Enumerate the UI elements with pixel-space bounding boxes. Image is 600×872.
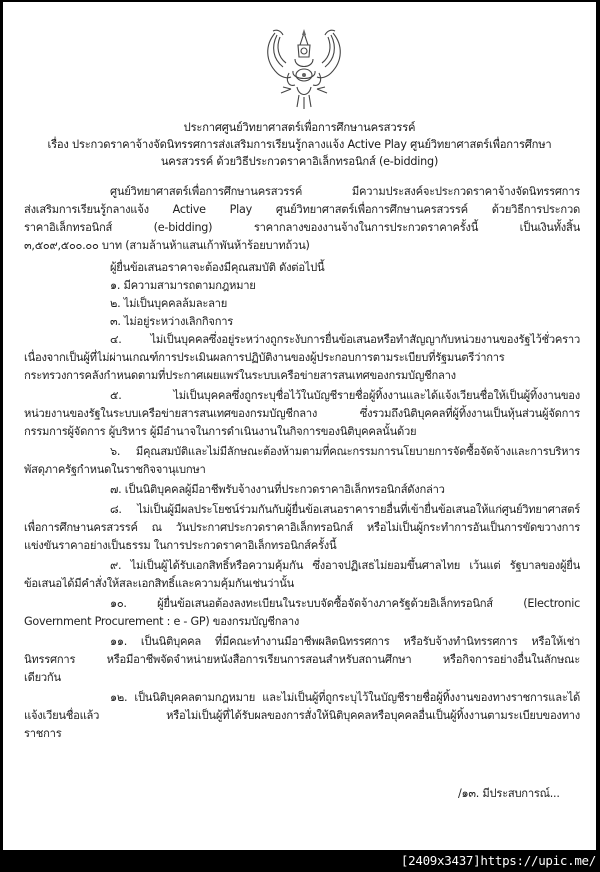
intro-line-3: ราคาอิเล็กทรอนิกส์ (e-bidding) ราคากลางของงานจ้างในการประกวดราคาครั้งนี้ เป็นเงินทั้งสิ้น xyxy=(24,221,580,234)
qualification-item-8: ๘. ไม่เป็นผู้มีผลประโยชน์ร่วมกันกับผู้ยื่นข้อเสนอราคารายอื่นที่เข้ายื่นข้อเสนอให้แก่ศูนย์วิทยาศาสตร์ xyxy=(110,503,580,516)
qualification-item-2: ๒. ไม่เป็นบุคคลล้มละลาย xyxy=(110,297,228,310)
qualification-item-5-cont: หน่วยงานของรัฐในระบบเครือข่ายสารสนเทศของกรมบัญชีกลาง ซึ่งรวมถึงนิติบุคคลที่ผู้ทิ้งงานเป็นหุ้นส่วนผู้จัดการ xyxy=(24,407,580,420)
qualification-item-5-cont: กรรมการผู้จัดการ ผู้บริหาร ผู้มีอำนาจในการดำเนินงานในกิจการของนิติบุคคลนั้นด้วย xyxy=(24,425,417,438)
qualification-item-10-cont: Government Procurement : e - GP) ของกรมบัญชีกลาง xyxy=(24,615,300,628)
intro-line-1: ศูนย์วิทยาศาสตร์เพื่อการศึกษานครสวรรค์ มีความประสงค์จะประกวดราคาจ้างจัดนิทรรศการ xyxy=(110,185,580,198)
qualification-item-8-cont: เพื่อการศึกษานครสวรรค์ ณ วันประกาศประกวดราคาอิเล็กทรอนิกส์ หรือไม่เป็นผู้กระทำการอันเป็นการขัดขวางการ xyxy=(24,521,580,534)
qualification-item-11-cont: นิทรรศการ หรือมีอาชีพจัดจำหน่ายหนังสือการเรียนการสอนสำหรับสถานศึกษา หรือกิจการอย่างอื่นในลักษณะ xyxy=(24,653,580,666)
qualification-item-4-cont: เนื่องจากเป็นผู้ที่ไม่ผ่านเกณฑ์การประเมินผลการปฏิบัติงานของผู้ประกอบการตามระเบียบที่รัฐมนตรีว่าการ xyxy=(24,351,505,364)
qualification-item-12-cont: ราชการ xyxy=(24,727,62,740)
garuda-emblem-icon xyxy=(261,27,347,112)
qualification-item-8-cont: แข่งขันราคาอย่างเป็นธรรม ในการประกวดราคาอิเล็กทรอนิกส์ครั้งนี้ xyxy=(24,539,337,552)
qualifications-heading: ผู้ยื่นข้อเสนอราคาจะต้องมีคุณสมบัติ ดังต่อไปนี้ xyxy=(110,261,325,274)
subject-line-1: เรื่อง ประกวดราคาจ้างจัดนิทรรศการส่งเสริมการเรียนรู้กลางแจ้ง Active Play ศูนย์วิทยาศาสตร์เพื่อการศึกษา xyxy=(47,138,552,151)
page-continuation: /๑๓. มีประสบการณ์... xyxy=(458,787,560,800)
announcement-title: ประกาศศูนย์วิทยาศาสตร์เพื่อการศึกษานครสวรรค์ xyxy=(183,121,416,134)
qualification-item-11-cont: เดียวกัน xyxy=(24,671,61,684)
intro-line-4-amount: ๓,๕๐๙,๕๐๐.๐๐ บาท (สามล้านห้าแสนเก้าพันห้าร้อยบาทถ้วน) xyxy=(24,239,310,252)
qualification-item-12: ๑๒. เป็นนิติบุคคลตามกฎหมาย และไม่เป็นผู้ที่ถูกระบุไว้ในบัญชีรายชื่อผู้ทิ้งงานของทางราชการและได้ xyxy=(110,691,580,704)
qualification-item-4-cont: กระทรวงการคลังกำหนดตามที่ประกาศเผยแพร่ในระบบเครือข่ายสารสนเทศของกรมบัญชีกลาง xyxy=(24,369,456,382)
subject-line-2: นครสวรรค์ ด้วยวิธีประกวดราคาอิเล็กทรอนิกส์ (e-bidding) xyxy=(160,155,439,168)
qualification-item-11: ๑๑. เป็นนิติบุคคล ที่มีคณะทำงานมีอาชีพผลิตนิทรรศการ หรือรับจ้างทำนิทรรศการ หรือให้เช่า xyxy=(110,635,580,648)
qualification-item-6-cont: พัสดุภาครัฐกำหนดในราชกิจจานุเบกษา xyxy=(24,463,206,476)
qualification-item-4: ๔. ไม่เป็นบุคคลซึ่งอยู่ระหว่างถูกระงับการยื่นข้อเสนอหรือทำสัญญากับหน่วยงานของรัฐไว้ชั่วคราว xyxy=(110,333,580,346)
qualification-item-9: ๙. ไม่เป็นผู้ได้รับเอกสิทธิ์หรือความคุ้มกัน ซึ่งอาจปฏิเสธไม่ยอมขึ้นศาลไทย เว้นแต่ รัฐบาลของผู้ยื่น xyxy=(110,559,580,572)
qualification-item-5: ๕. ไม่เป็นบุคคลซึ่งถูกระบุชื่อไว้ในบัญชีรายชื่อผู้ทิ้งงานและได้แจ้งเวียนชื่อให้เป็นผู้ทิ้งงานของ xyxy=(110,389,580,402)
document-page xyxy=(3,2,596,850)
qualification-item-9-cont: ข้อเสนอได้มีคำสั่งให้สละเอกสิทธิ์และความคุ้มกันเช่นว่านั้น xyxy=(24,577,295,590)
qualification-item-3: ๓. ไม่อยู่ระหว่างเลิกกิจการ xyxy=(110,315,234,328)
qualification-item-6: ๖. มีคุณสมบัติและไม่มีลักษณะต้องห้ามตามที่คณะกรรมการนโยบายการจัดซื้อจัดจ้างและการบริหาร xyxy=(110,445,580,458)
qualification-item-1: ๑. มีความสามารถตามกฎหมาย xyxy=(110,279,256,292)
qualification-item-10: ๑๐. ผู้ยื่นข้อเสนอต้องลงทะเบียนในระบบจัดซื้อจัดจ้างภาครัฐด้วยอิเล็กทรอนิกส์ (Electronic xyxy=(110,597,580,610)
image-watermark: [2409x3437]https://upic.me/ xyxy=(400,853,596,868)
qualification-item-12-cont: แจ้งเวียนชื่อแล้ว หรือไม่เป็นผู้ที่ได้รับผลของการสั่งให้นิติบุคคลหรือบุคคลอื่นเป็นผู้ทิ้งงานตามระเบียบของทาง xyxy=(24,709,580,722)
qualification-item-7: ๗. เป็นนิติบุคคลผู้มีอาชีพรับจ้างงานที่ประกวดราคาอิเล็กทรอนิกส์ดังกล่าว xyxy=(110,483,445,496)
intro-line-2: ส่งเสริมการเรียนรู้กลางแจ้ง Active Play ศูนย์วิทยาศาสตร์เพื่อการศึกษานครสวรรค์ ด้วยวิธีการประกวด xyxy=(24,203,580,216)
